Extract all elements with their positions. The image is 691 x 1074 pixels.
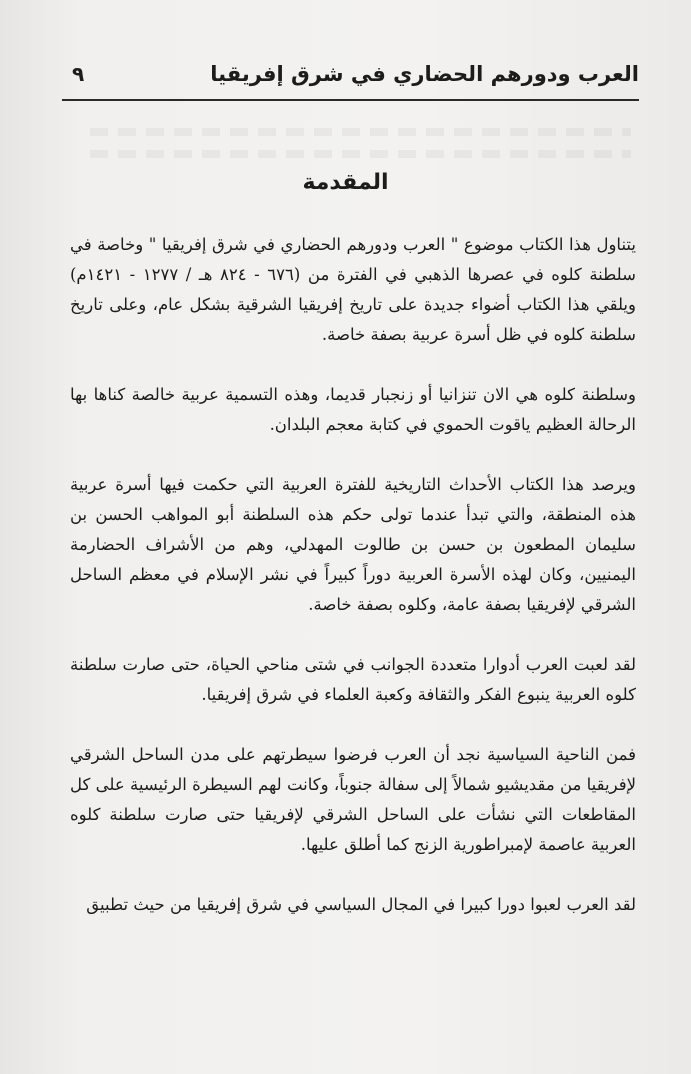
- paragraph: ويرصد هذا الكتاب الأحداث التاريخية للفترة العربية التي حكمت فيها أسرة عربية هذه المنطقة، والتي تبدأ عندما تولى حكم هذه السلطنة أبو المواهب الحسن بن سليمان المطعون بن حسن بن طالوت المهدلي، وهم من الأشراف الحضارمة اليمنيين، وكان لهذه الأسرة العربية دوراً كبيراً في نشر الإسلام في معظم الساحل الشرقي لإفريقيا بصفة عامة، وكلوه بصفة خاصة.: [70, 475, 636, 614]
- paragraph: لقد لعبت العرب أدوارا متعددة الجوانب في شتى مناحي الحياة، حتى صارت سلطنة كلوه العربية ينبوع الفكر والثقافة وكعبة العلماء في شرق إفريقيا.: [70, 655, 636, 704]
- body-text: [70, 230, 636, 950]
- paragraph: يتناول هذا الكتاب موضوع " العرب ودورهم الحضاري في شرق إفريقيا " وخاصة في سلطنة كلوه في عصرها الذهبي في الفترة من (٦٧٦ - ٨٢٤ هـ / ١٢٧٧ - ١٤٢١م) ويلقي هذا الكتاب أضواء جديدة على تاريخ إفريقيا الشرقية بشكل عام، وعلى تاريخ سلطنة كلوه في ظل أسرة عربية بصفة خاصة.: [70, 235, 636, 344]
- show-through-texture: [90, 128, 631, 136]
- section-title: المقدمة: [302, 170, 389, 195]
- page-number: ٩: [72, 62, 85, 86]
- running-header: [62, 60, 639, 100]
- paragraph: فمن الناحية السياسية نجد أن العرب فرضوا سيطرتهم على مدن الساحل الشرقي لإفريقيا من مقديشيو شمالاً إلى سفالة جنوباً، وكانت لهم السيطرة الرئيسية على كل المقاطعات التي نشأت على الساحل الشرقي لإفريقيا حتى صارت سلطنة كلوه العربية عاصمة لإمبراطورية الزنج كما أطلق عليها.: [70, 745, 636, 854]
- running-header-title: العرب ودورهم الحضاري في شرق إفريقيا: [210, 62, 639, 86]
- paragraph: وسلطنة كلوه هي الان تنزانيا أو زنجبار قديما، وهذه التسمية عربية خالصة كناها بها الرحالة العظيم ياقوت الحموي في كتابة معجم البلدان.: [70, 385, 636, 434]
- header-divider: [62, 99, 639, 101]
- show-through-texture: [90, 150, 631, 158]
- paragraph: لقد العرب لعبوا دورا كبيرا في المجال السياسي في شرق إفريقيا من حيث تطبيق: [86, 895, 636, 914]
